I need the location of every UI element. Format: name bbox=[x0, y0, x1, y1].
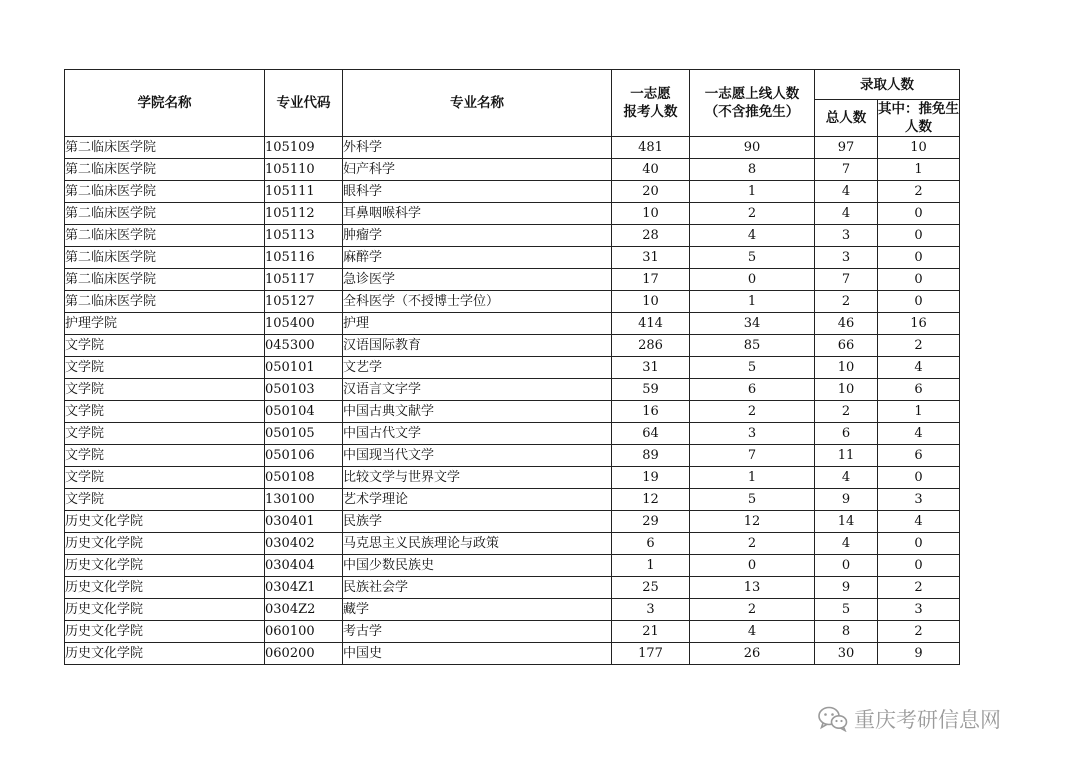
qualified-cell: 5 bbox=[690, 489, 815, 511]
admitted-exempt-cell: 0 bbox=[878, 555, 960, 577]
major-code-cell: 050101 bbox=[265, 357, 343, 379]
college-cell: 文学院 bbox=[65, 357, 265, 379]
major-name-cell: 中国史 bbox=[343, 643, 612, 665]
qualified-cell: 1 bbox=[690, 181, 815, 203]
major-name-cell: 护理 bbox=[343, 313, 612, 335]
college-cell: 第二临床医学院 bbox=[65, 269, 265, 291]
applicants-cell: 6 bbox=[612, 533, 690, 555]
college-cell: 第二临床医学院 bbox=[65, 203, 265, 225]
admitted-exempt-cell: 16 bbox=[878, 313, 960, 335]
watermark-text: 重庆考研信息网 bbox=[854, 708, 1001, 732]
major-code-cell: 105111 bbox=[265, 181, 343, 203]
table-row bbox=[65, 577, 960, 599]
major-name-cell: 艺术学理论 bbox=[343, 489, 612, 511]
table-row bbox=[65, 423, 960, 445]
table-row bbox=[65, 203, 960, 225]
table-row bbox=[65, 445, 960, 467]
college-cell: 第二临床医学院 bbox=[65, 159, 265, 181]
table-header bbox=[65, 70, 960, 137]
admitted-exempt-cell: 0 bbox=[878, 203, 960, 225]
qualified-cell: 13 bbox=[690, 577, 815, 599]
qualified-cell: 7 bbox=[690, 445, 815, 467]
qualified-cell: 3 bbox=[690, 423, 815, 445]
admitted-total-cell: 3 bbox=[815, 247, 878, 269]
admitted-total-cell: 4 bbox=[815, 203, 878, 225]
major-code-cell: 060200 bbox=[265, 643, 343, 665]
admitted-exempt-cell: 1 bbox=[878, 401, 960, 423]
college-cell: 护理学院 bbox=[65, 313, 265, 335]
header-admitted-group: 录取人数 bbox=[815, 70, 960, 100]
qualified-cell: 8 bbox=[690, 159, 815, 181]
major-name-cell: 民族社会学 bbox=[343, 577, 612, 599]
admitted-exempt-cell: 4 bbox=[878, 357, 960, 379]
table-row bbox=[65, 159, 960, 181]
admitted-exempt-cell: 4 bbox=[878, 423, 960, 445]
applicants-cell: 28 bbox=[612, 225, 690, 247]
college-cell: 第二临床医学院 bbox=[65, 247, 265, 269]
major-code-cell: 105113 bbox=[265, 225, 343, 247]
header-college: 学院名称 bbox=[65, 70, 265, 137]
table-row bbox=[65, 555, 960, 577]
applicants-cell: 31 bbox=[612, 247, 690, 269]
major-name-cell: 耳鼻咽喉科学 bbox=[343, 203, 612, 225]
table-row bbox=[65, 335, 960, 357]
qualified-cell: 4 bbox=[690, 621, 815, 643]
college-cell: 历史文化学院 bbox=[65, 599, 265, 621]
college-cell: 文学院 bbox=[65, 401, 265, 423]
major-code-cell: 0304Z1 bbox=[265, 577, 343, 599]
table-row bbox=[65, 313, 960, 335]
college-cell: 历史文化学院 bbox=[65, 533, 265, 555]
admitted-exempt-cell: 3 bbox=[878, 599, 960, 621]
college-cell: 文学院 bbox=[65, 489, 265, 511]
major-name-cell: 藏学 bbox=[343, 599, 612, 621]
admitted-total-cell: 4 bbox=[815, 181, 878, 203]
college-cell: 历史文化学院 bbox=[65, 511, 265, 533]
major-name-cell: 全科医学（不授博士学位） bbox=[343, 291, 612, 313]
major-code-cell: 105117 bbox=[265, 269, 343, 291]
qualified-cell: 5 bbox=[690, 247, 815, 269]
major-name-cell: 民族学 bbox=[343, 511, 612, 533]
admitted-exempt-cell: 2 bbox=[878, 577, 960, 599]
major-name-cell: 中国古典文献学 bbox=[343, 401, 612, 423]
header-admitted-exempt: 其中：推免生人数 bbox=[878, 101, 959, 135]
applicants-cell: 31 bbox=[612, 357, 690, 379]
major-name-cell: 汉语国际教育 bbox=[343, 335, 612, 357]
major-code-cell: 050106 bbox=[265, 445, 343, 467]
admitted-exempt-cell: 0 bbox=[878, 225, 960, 247]
applicants-cell: 414 bbox=[612, 313, 690, 335]
major-name-cell: 妇产科学 bbox=[343, 159, 612, 181]
qualified-cell: 1 bbox=[690, 291, 815, 313]
qualified-cell: 0 bbox=[690, 269, 815, 291]
qualified-cell: 34 bbox=[690, 313, 815, 335]
admitted-total-cell: 9 bbox=[815, 577, 878, 599]
header-first-choice-qualified bbox=[690, 70, 815, 137]
admitted-exempt-cell: 0 bbox=[878, 247, 960, 269]
qualified-cell: 6 bbox=[690, 379, 815, 401]
header-major-name: 专业名称 bbox=[343, 70, 612, 137]
admitted-exempt-cell: 3 bbox=[878, 489, 960, 511]
major-code-cell: 050104 bbox=[265, 401, 343, 423]
admitted-exempt-cell: 0 bbox=[878, 291, 960, 313]
major-name-cell: 汉语言文字学 bbox=[343, 379, 612, 401]
admitted-total-cell: 0 bbox=[815, 555, 878, 577]
major-code-cell: 105112 bbox=[265, 203, 343, 225]
header-qualified-line-1: 一志愿上线人数 bbox=[704, 86, 800, 102]
admitted-total-cell: 4 bbox=[815, 467, 878, 489]
applicants-cell: 10 bbox=[612, 203, 690, 225]
table-row bbox=[65, 357, 960, 379]
major-code-cell: 050105 bbox=[265, 423, 343, 445]
applicants-cell: 89 bbox=[612, 445, 690, 467]
major-name-cell: 肿瘤学 bbox=[343, 225, 612, 247]
header-qualified-line-2: （不含推免生） bbox=[704, 104, 800, 120]
table-body bbox=[65, 137, 960, 665]
major-code-cell: 050108 bbox=[265, 467, 343, 489]
applicants-cell: 29 bbox=[612, 511, 690, 533]
college-cell: 文学院 bbox=[65, 445, 265, 467]
qualified-cell: 12 bbox=[690, 511, 815, 533]
admitted-total-cell: 66 bbox=[815, 335, 878, 357]
applicants-cell: 12 bbox=[612, 489, 690, 511]
applicants-cell: 177 bbox=[612, 643, 690, 665]
qualified-cell: 90 bbox=[690, 137, 815, 159]
college-cell: 文学院 bbox=[65, 335, 265, 357]
applicants-cell: 25 bbox=[612, 577, 690, 599]
major-code-cell: 030401 bbox=[265, 511, 343, 533]
table-row bbox=[65, 533, 960, 555]
applicants-cell: 17 bbox=[612, 269, 690, 291]
admitted-total-cell: 3 bbox=[815, 225, 878, 247]
applicants-cell: 59 bbox=[612, 379, 690, 401]
table-row bbox=[65, 511, 960, 533]
major-name-cell: 麻醉学 bbox=[343, 247, 612, 269]
admitted-exempt-cell: 0 bbox=[878, 467, 960, 489]
header-applicants-line-1: 一志愿 bbox=[630, 86, 671, 102]
applicants-cell: 64 bbox=[612, 423, 690, 445]
qualified-cell: 5 bbox=[690, 357, 815, 379]
major-code-cell: 105127 bbox=[265, 291, 343, 313]
header-first-choice-applicants bbox=[612, 70, 690, 137]
admitted-total-cell: 8 bbox=[815, 621, 878, 643]
college-cell: 历史文化学院 bbox=[65, 621, 265, 643]
admitted-exempt-cell: 0 bbox=[878, 269, 960, 291]
applicants-cell: 21 bbox=[612, 621, 690, 643]
admitted-total-cell: 14 bbox=[815, 511, 878, 533]
major-name-cell: 眼科学 bbox=[343, 181, 612, 203]
applicants-cell: 10 bbox=[612, 291, 690, 313]
table-row bbox=[65, 291, 960, 313]
admitted-exempt-cell: 6 bbox=[878, 445, 960, 467]
admitted-total-cell: 7 bbox=[815, 269, 878, 291]
major-code-cell: 030404 bbox=[265, 555, 343, 577]
qualified-cell: 4 bbox=[690, 225, 815, 247]
admitted-exempt-cell: 0 bbox=[878, 533, 960, 555]
major-code-cell: 105110 bbox=[265, 159, 343, 181]
admitted-total-cell: 4 bbox=[815, 533, 878, 555]
college-cell: 第二临床医学院 bbox=[65, 181, 265, 203]
college-cell: 第二临床医学院 bbox=[65, 137, 265, 159]
admitted-total-cell: 10 bbox=[815, 379, 878, 401]
major-code-cell: 0304Z2 bbox=[265, 599, 343, 621]
qualified-cell: 2 bbox=[690, 203, 815, 225]
table-row bbox=[65, 489, 960, 511]
admitted-total-cell: 2 bbox=[815, 291, 878, 313]
header-applicants-line-2: 报考人数 bbox=[623, 104, 678, 120]
major-name-cell: 文艺学 bbox=[343, 357, 612, 379]
applicants-cell: 19 bbox=[612, 467, 690, 489]
table-row bbox=[65, 599, 960, 621]
admitted-total-cell: 5 bbox=[815, 599, 878, 621]
header-row-1 bbox=[65, 70, 960, 100]
admitted-total-cell: 11 bbox=[815, 445, 878, 467]
college-cell: 第二临床医学院 bbox=[65, 225, 265, 247]
table-row bbox=[65, 379, 960, 401]
table-row bbox=[65, 247, 960, 269]
admitted-total-cell: 2 bbox=[815, 401, 878, 423]
college-cell: 文学院 bbox=[65, 423, 265, 445]
admitted-total-cell: 7 bbox=[815, 159, 878, 181]
applicants-cell: 286 bbox=[612, 335, 690, 357]
major-code-cell: 105109 bbox=[265, 137, 343, 159]
admitted-total-cell: 9 bbox=[815, 489, 878, 511]
college-cell: 历史文化学院 bbox=[65, 555, 265, 577]
qualified-cell: 26 bbox=[690, 643, 815, 665]
qualified-cell: 2 bbox=[690, 401, 815, 423]
major-name-cell: 中国少数民族史 bbox=[343, 555, 612, 577]
header-major-code: 专业代码 bbox=[265, 70, 343, 137]
major-name-cell: 急诊医学 bbox=[343, 269, 612, 291]
major-code-cell: 050103 bbox=[265, 379, 343, 401]
qualified-cell: 1 bbox=[690, 467, 815, 489]
applicants-cell: 3 bbox=[612, 599, 690, 621]
applicants-cell: 40 bbox=[612, 159, 690, 181]
wechat-icon bbox=[818, 706, 848, 732]
college-cell: 历史文化学院 bbox=[65, 577, 265, 599]
admitted-exempt-cell: 4 bbox=[878, 511, 960, 533]
major-code-cell: 105400 bbox=[265, 313, 343, 335]
table-row bbox=[65, 269, 960, 291]
admitted-total-cell: 97 bbox=[815, 137, 878, 159]
major-name-cell: 中国现当代文学 bbox=[343, 445, 612, 467]
major-name-cell: 考古学 bbox=[343, 621, 612, 643]
table-row bbox=[65, 401, 960, 423]
qualified-cell: 0 bbox=[690, 555, 815, 577]
table-row bbox=[65, 467, 960, 489]
major-name-cell: 外科学 bbox=[343, 137, 612, 159]
major-code-cell: 130100 bbox=[265, 489, 343, 511]
admitted-total-cell: 46 bbox=[815, 313, 878, 335]
admitted-exempt-cell: 2 bbox=[878, 335, 960, 357]
applicants-cell: 16 bbox=[612, 401, 690, 423]
admitted-exempt-cell: 2 bbox=[878, 621, 960, 643]
college-cell: 文学院 bbox=[65, 379, 265, 401]
admitted-total-cell: 10 bbox=[815, 357, 878, 379]
admissions-table bbox=[64, 69, 960, 665]
major-name-cell: 比较文学与世界文学 bbox=[343, 467, 612, 489]
header-admitted-total: 总人数 bbox=[815, 100, 878, 137]
admitted-total-cell: 30 bbox=[815, 643, 878, 665]
applicants-cell: 20 bbox=[612, 181, 690, 203]
table-row bbox=[65, 181, 960, 203]
college-cell: 第二临床医学院 bbox=[65, 291, 265, 313]
admitted-exempt-cell: 2 bbox=[878, 181, 960, 203]
admitted-exempt-cell: 9 bbox=[878, 643, 960, 665]
table-row bbox=[65, 225, 960, 247]
table-row bbox=[65, 137, 960, 159]
admitted-exempt-cell: 10 bbox=[878, 137, 960, 159]
college-cell: 文学院 bbox=[65, 467, 265, 489]
admitted-exempt-cell: 1 bbox=[878, 159, 960, 181]
major-name-cell: 中国古代文学 bbox=[343, 423, 612, 445]
college-cell: 历史文化学院 bbox=[65, 643, 265, 665]
major-code-cell: 045300 bbox=[265, 335, 343, 357]
major-name-cell: 马克思主义民族理论与政策 bbox=[343, 533, 612, 555]
qualified-cell: 2 bbox=[690, 599, 815, 621]
admitted-total-cell: 6 bbox=[815, 423, 878, 445]
major-code-cell: 105116 bbox=[265, 247, 343, 269]
major-code-cell: 060100 bbox=[265, 621, 343, 643]
watermark bbox=[818, 704, 1001, 734]
table-row bbox=[65, 643, 960, 665]
applicants-cell: 481 bbox=[612, 137, 690, 159]
qualified-cell: 2 bbox=[690, 533, 815, 555]
table-row bbox=[65, 621, 960, 643]
admitted-exempt-cell: 6 bbox=[878, 379, 960, 401]
major-code-cell: 030402 bbox=[265, 533, 343, 555]
applicants-cell: 1 bbox=[612, 555, 690, 577]
qualified-cell: 85 bbox=[690, 335, 815, 357]
